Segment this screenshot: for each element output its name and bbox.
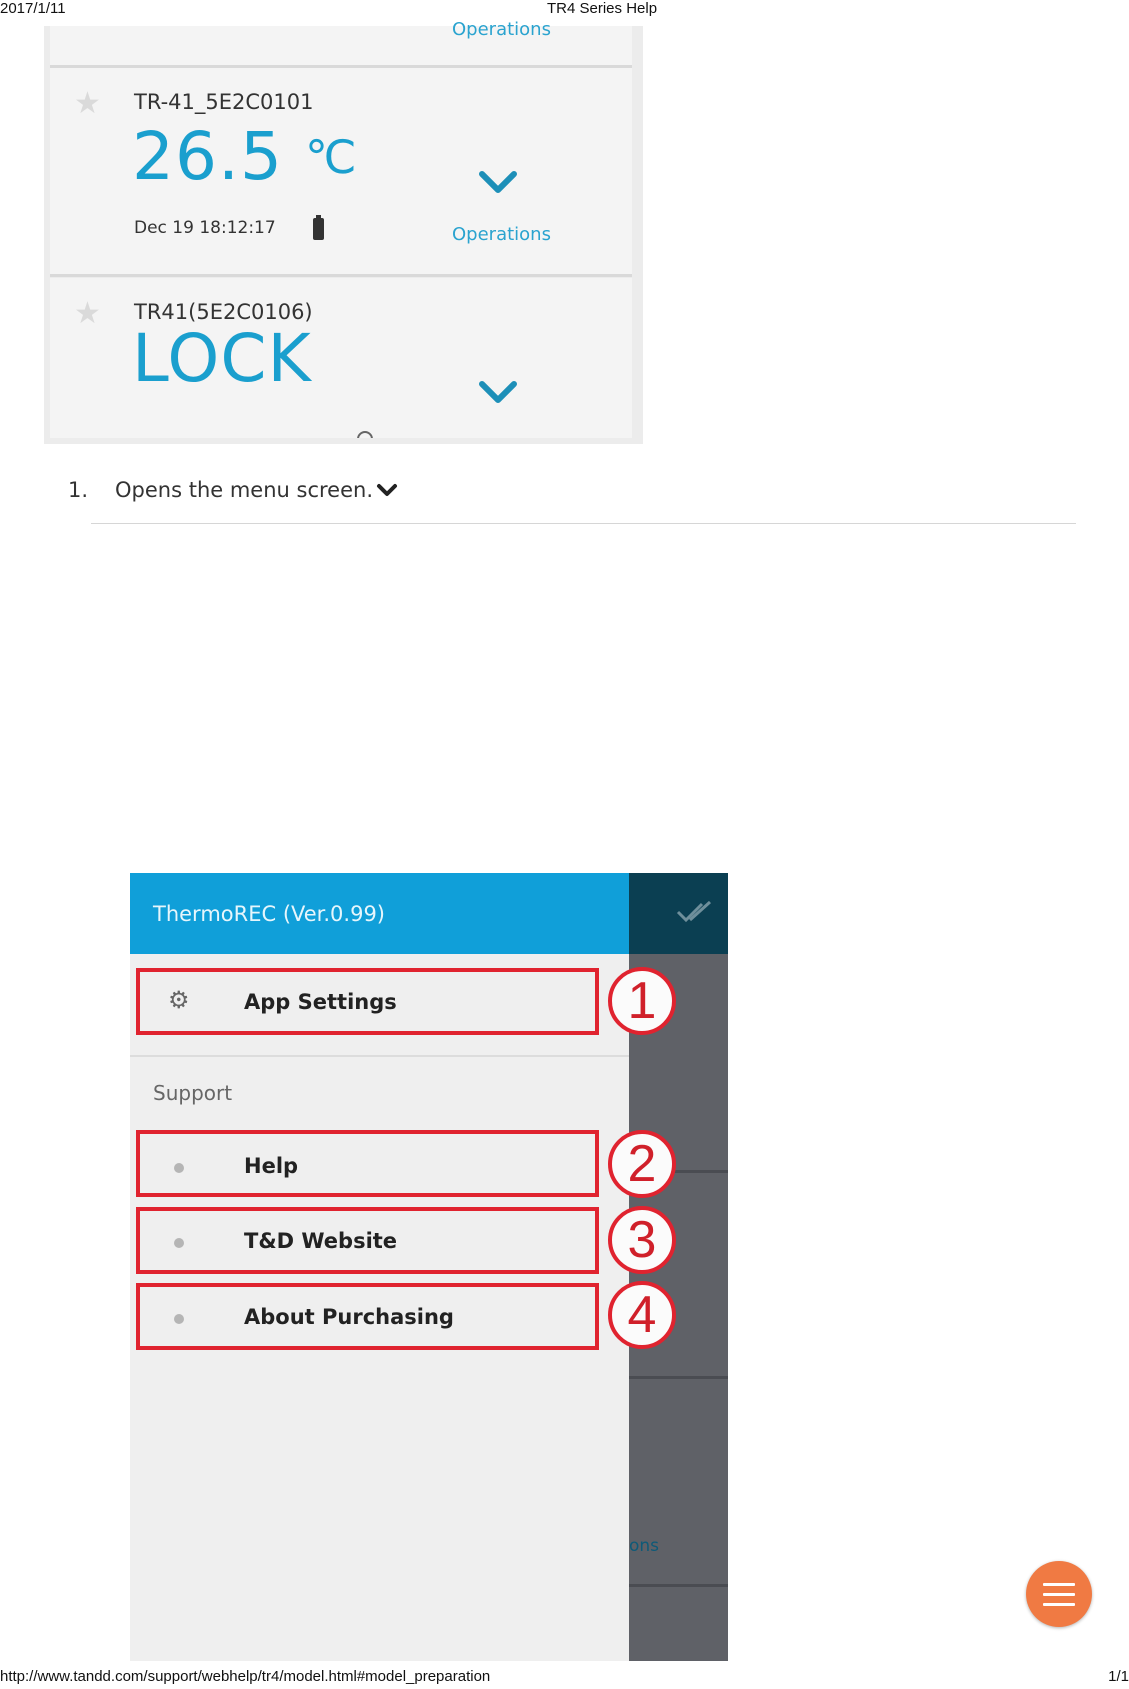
- gear-icon: ⚙: [168, 986, 190, 1014]
- chevron-down-icon[interactable]: [476, 168, 520, 198]
- card-divider: [50, 274, 632, 277]
- print-url: http://www.tandd.com/support/webhelp/tr4/model.html#model_preparation: [0, 1668, 491, 1685]
- double-check-icon: [676, 900, 716, 926]
- navigation-drawer: [130, 873, 629, 1661]
- operations-link-partial[interactable]: Operations: [452, 19, 551, 40]
- battery-icon: [313, 218, 324, 240]
- callout-badge-1: 1: [608, 967, 676, 1035]
- bullet-icon: [174, 1314, 184, 1324]
- device-card-partial: [50, 19, 632, 65]
- print-header: [0, 0, 1129, 20]
- menu-screenshot: [130, 873, 728, 1661]
- temperature-value: 26.5: [132, 118, 283, 195]
- lock-status: LOCK: [132, 320, 312, 397]
- callout-badge-2: 2: [608, 1130, 676, 1198]
- divider: [91, 523, 1076, 524]
- background-text-fragment: ons: [629, 1536, 660, 1556]
- background-divider: [629, 1376, 728, 1379]
- device-card[interactable]: [50, 278, 632, 438]
- print-footer: [0, 1668, 1129, 1688]
- menu-item-td-website[interactable]: [136, 1207, 599, 1274]
- chevron-down-icon[interactable]: [476, 378, 520, 408]
- print-page-number: 1/1: [1108, 1668, 1129, 1685]
- bullet-icon: [174, 1238, 184, 1248]
- chevron-down-icon[interactable]: [376, 482, 398, 500]
- menu-item-label: App Settings: [244, 990, 397, 1014]
- device-name: TR41(5E2C0106): [134, 300, 313, 324]
- device-list-screenshot: [44, 19, 643, 444]
- star-icon[interactable]: ★: [74, 86, 101, 121]
- step-number: 1.: [68, 478, 89, 502]
- background-divider: [629, 1584, 728, 1587]
- hamburger-icon: [1043, 1583, 1075, 1586]
- device-card[interactable]: [50, 68, 632, 274]
- menu-item-app-settings[interactable]: [136, 968, 599, 1035]
- drawer-title: ThermoREC (Ver.0.99): [153, 902, 386, 926]
- hamburger-icon: [1043, 1593, 1075, 1596]
- star-icon[interactable]: ★: [74, 296, 101, 331]
- callout-badge-4: 4: [608, 1281, 676, 1349]
- device-name: TR-41_5E2C0101: [134, 90, 314, 114]
- menu-item-about-purchasing[interactable]: [136, 1283, 599, 1350]
- temperature-unit: ℃: [305, 130, 357, 184]
- menu-item-label: About Purchasing: [244, 1305, 454, 1329]
- menu-item-label: T&D Website: [244, 1229, 398, 1253]
- operations-link[interactable]: Operations: [452, 224, 551, 245]
- section-divider: [130, 1055, 629, 1057]
- scroll-indicator-icon: [356, 428, 374, 438]
- print-date: 2017/1/11: [0, 0, 66, 17]
- bullet-icon: [174, 1163, 184, 1173]
- menu-item-help[interactable]: [136, 1130, 599, 1197]
- print-title: TR4 Series Help: [547, 0, 658, 17]
- hamburger-icon: [1043, 1603, 1075, 1606]
- section-label-support: Support: [153, 1081, 233, 1105]
- menu-item-label: Help: [244, 1154, 299, 1178]
- reading-time: Dec 19 18:12:17: [134, 218, 276, 238]
- drawer-header: [130, 873, 629, 954]
- floating-menu-button[interactable]: [1026, 1561, 1092, 1627]
- step-text: Opens the menu screen.: [115, 478, 373, 502]
- callout-badge-3: 3: [608, 1206, 676, 1274]
